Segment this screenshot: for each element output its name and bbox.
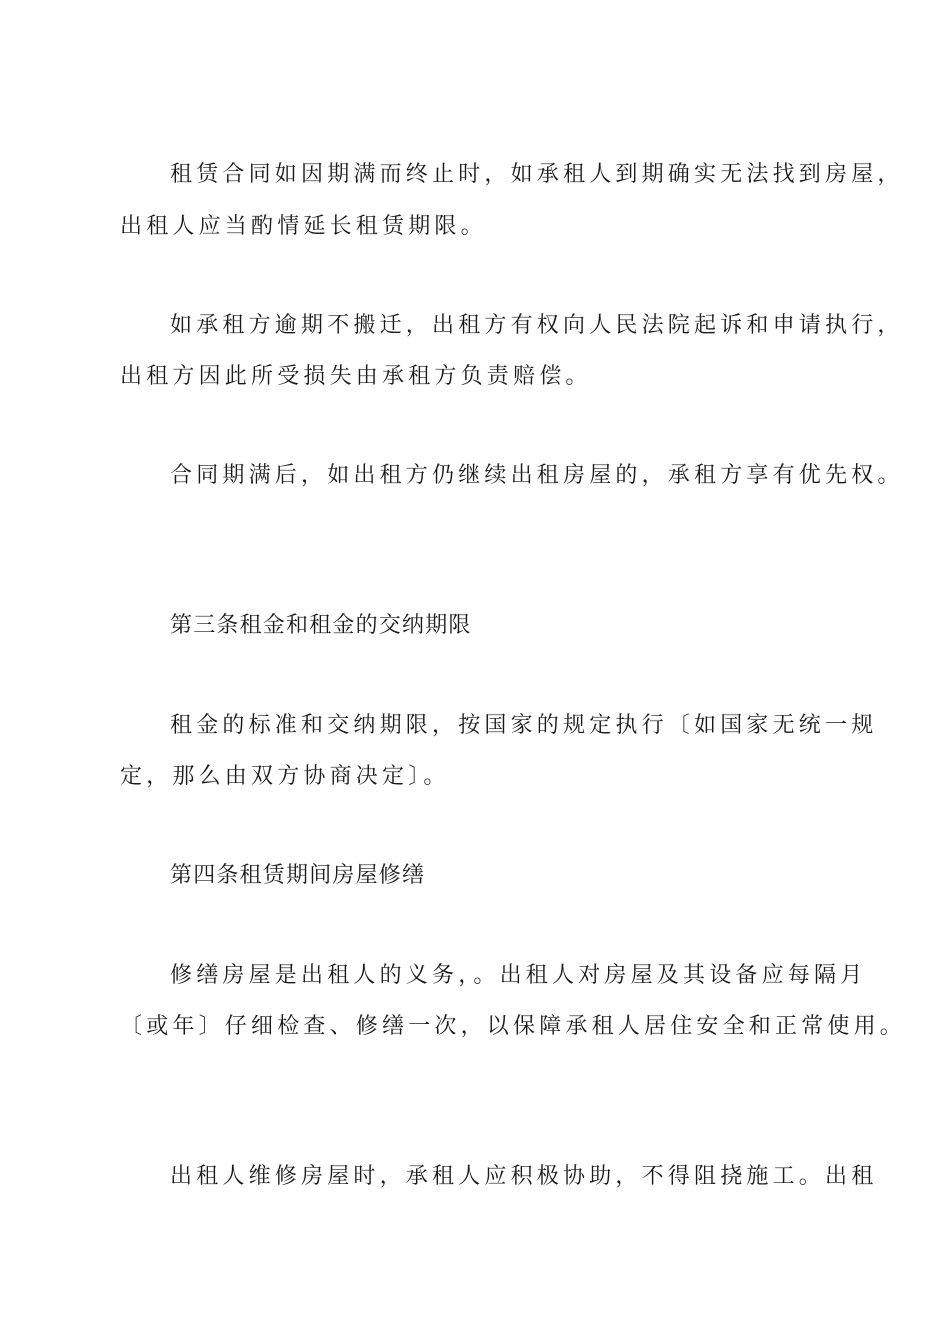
paragraph-line: 合同期满后，如出租方仍继续出租房屋的，承租方享有优先权。 [170,463,904,488]
article-heading: 第四条租赁期间房屋修缮 [170,863,426,888]
paragraph-line: 修缮房屋是出租人的义务，。出租人对房屋及其设备应每隔月 [170,963,867,988]
paragraph-line: 租金的标准和交纳期限，按国家的规定执行〔如国家无统一规 [170,713,878,738]
paragraph-line: 如承租方逾期不搬迁，出租方有权向人民法院起诉和申请执行， [170,313,904,338]
paragraph-line: 出租人维修房屋时，承租人应积极协助，不得阻挠施工。出租 [170,1164,878,1189]
article-heading: 第三条租金和租金的交纳期限 [170,613,472,638]
paragraph-line: 租赁合同如因期满而终止时，如承租人到期确实无法找到房屋， [170,162,904,187]
paragraph-line: 定，那么由双方协商决定〕。 [120,764,450,789]
paragraph-line: 出租人应当酌情延长租赁期限。 [120,214,487,239]
paragraph-line: 〔或年〕仔细检查、修缮一次，以保障承租人居住安全和正常使用。 [120,1014,907,1039]
paragraph-line: 出租方因此所受损失由承租方负责赔偿。 [120,364,592,389]
